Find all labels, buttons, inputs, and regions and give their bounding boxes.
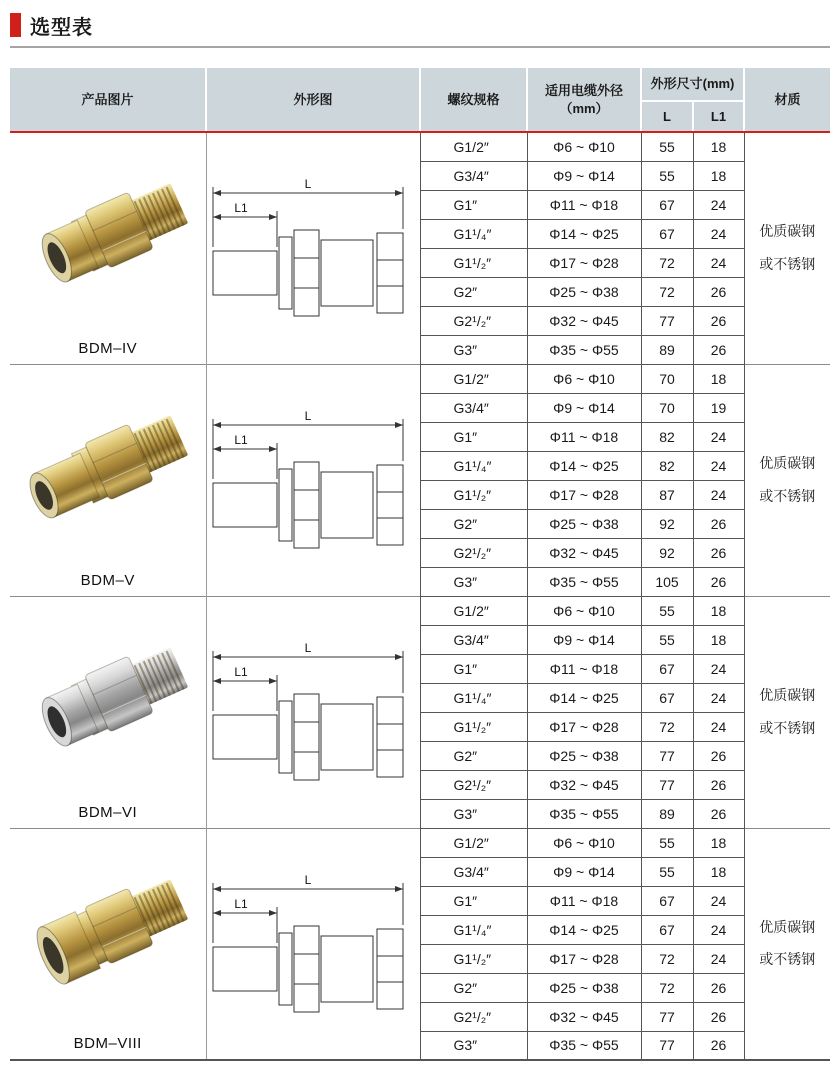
thread-spec-cell: G3/4″ [420, 857, 527, 886]
material-line: 或不锈钢 [759, 487, 816, 504]
material-line: 优质碳钢 [759, 918, 816, 935]
material-cell [744, 828, 830, 1060]
cable-od-cell: Φ9 ~ Φ14 [527, 625, 641, 654]
dim-L1-cell: 26 [693, 1002, 744, 1031]
material-cell [744, 132, 830, 364]
dim-L1-cell: 26 [693, 770, 744, 799]
dim-label-L1: L1 [234, 665, 248, 679]
material-line: 或不锈钢 [759, 719, 816, 736]
dim-L1-cell: 18 [693, 132, 744, 161]
dim-L1-cell: 26 [693, 306, 744, 335]
page-title: 选型表 [30, 16, 93, 39]
cable-od-cell: Φ35 ~ Φ55 [527, 1031, 641, 1060]
material-line: 优质碳钢 [759, 454, 816, 471]
col-header-product-image: 产品图片 [10, 68, 206, 132]
product-photo [18, 387, 198, 547]
table-header [10, 68, 830, 132]
cable-od-cell: Φ6 ~ Φ10 [527, 596, 641, 625]
thread-spec-cell: G2″ [420, 741, 527, 770]
dim-L1-cell: 26 [693, 799, 744, 828]
cable-od-cell: Φ14 ~ Φ25 [527, 683, 641, 712]
dim-label-L1: L1 [234, 896, 248, 911]
thread-spec-cell: G2″ [420, 509, 527, 538]
cable-od-cell: Φ11 ~ Φ18 [527, 422, 641, 451]
thread-spec-cell: G1¹/₂″ [420, 944, 527, 973]
cable-od-cell: Φ25 ~ Φ38 [527, 973, 641, 1002]
dim-L-cell: 55 [641, 596, 693, 625]
thread-spec-cell: G1″ [420, 190, 527, 219]
dim-L1-cell: 24 [693, 712, 744, 741]
dim-label-L1: L1 [234, 201, 248, 216]
cable-od-cell: Φ11 ~ Φ18 [527, 654, 641, 683]
dim-L1-cell: 24 [693, 683, 744, 712]
title-block [10, 13, 830, 37]
dim-L-cell: 67 [641, 683, 693, 712]
cable-od-cell: Φ32 ~ Φ45 [527, 1002, 641, 1031]
outline-drawing [207, 869, 419, 1019]
cable-od-cell: Φ35 ~ Φ55 [527, 567, 641, 596]
dim-L-cell: 77 [641, 306, 693, 335]
thread-spec-cell: G3/4″ [420, 625, 527, 654]
cable-od-cell: Φ32 ~ Φ45 [527, 538, 641, 567]
title-underline [10, 46, 830, 48]
col-header-dimensions: 外形尺寸(mm) [641, 68, 744, 101]
dim-L-cell: 82 [641, 422, 693, 451]
material-line: 或不锈钢 [759, 951, 816, 968]
thread-spec-cell: G2¹/₂″ [420, 770, 527, 799]
thread-spec-cell: G1/2″ [420, 364, 527, 393]
dim-L1-cell: 18 [693, 364, 744, 393]
dim-L-cell: 72 [641, 248, 693, 277]
col-header-L1: L1 [693, 101, 744, 132]
thread-spec-cell: G2¹/₂″ [420, 1002, 527, 1031]
dim-L-cell: 77 [641, 1002, 693, 1031]
dim-L-cell: 82 [641, 451, 693, 480]
dim-label-L: L [304, 872, 312, 887]
cable-od-cell: Φ25 ~ Φ38 [527, 277, 641, 306]
col-header-cable-od [527, 68, 641, 132]
cable-od-cell: Φ17 ~ Φ28 [527, 712, 641, 741]
table-row [10, 132, 830, 161]
thread-spec-cell: G3″ [420, 567, 527, 596]
thread-spec-cell: G1¹/₄″ [420, 915, 527, 944]
thread-spec-cell: G3″ [420, 1031, 527, 1060]
cable-od-cell: Φ32 ~ Φ45 [527, 306, 641, 335]
dim-L1-cell: 18 [693, 596, 744, 625]
product-photo-cell [10, 364, 206, 596]
cable-od-cell: Φ6 ~ Φ10 [527, 132, 641, 161]
outline-drawing [207, 173, 419, 323]
cable-od-cell: Φ32 ~ Φ45 [527, 770, 641, 799]
product-photo [18, 619, 198, 779]
product-photo-cell [10, 828, 206, 1060]
cable-od-cell: Φ11 ~ Φ18 [527, 190, 641, 219]
material-line: 优质碳钢 [759, 686, 816, 703]
dim-L1-cell: 26 [693, 335, 744, 364]
dim-label-L1: L1 [234, 433, 248, 447]
dim-L-cell: 92 [641, 538, 693, 567]
thread-spec-cell: G1″ [420, 886, 527, 915]
dim-L-cell: 77 [641, 1031, 693, 1060]
thread-spec-cell: G1¹/₄″ [420, 451, 527, 480]
thread-spec-cell: G1/2″ [420, 828, 527, 857]
product-model-label: BDM–VI [78, 803, 138, 821]
cable-od-cell: Φ25 ~ Φ38 [527, 509, 641, 538]
thread-spec-cell: G3/4″ [420, 161, 527, 190]
dim-L-cell: 89 [641, 799, 693, 828]
dim-L1-cell: 18 [693, 625, 744, 654]
cable-od-cell: Φ6 ~ Φ10 [527, 828, 641, 857]
table-row [10, 596, 830, 625]
dim-L1-cell: 26 [693, 973, 744, 1002]
thread-spec-cell: G1¹/₂″ [420, 248, 527, 277]
dim-L1-cell: 18 [693, 857, 744, 886]
dim-L-cell: 67 [641, 915, 693, 944]
cable-od-cell: Φ14 ~ Φ25 [527, 219, 641, 248]
dim-L-cell: 77 [641, 741, 693, 770]
cable-od-cell: Φ9 ~ Φ14 [527, 393, 641, 422]
dim-L-cell: 105 [641, 567, 693, 596]
material-line: 优质碳钢 [759, 223, 816, 240]
dim-L-cell: 89 [641, 335, 693, 364]
dim-label-L: L [304, 409, 312, 423]
thread-spec-cell: G1/2″ [420, 132, 527, 161]
dim-L-cell: 55 [641, 625, 693, 654]
dim-label-L: L [304, 641, 312, 655]
thread-spec-cell: G1¹/₄″ [420, 219, 527, 248]
product-photo-cell [10, 132, 206, 364]
dim-L1-cell: 26 [693, 1031, 744, 1060]
outline-drawing [207, 405, 419, 555]
dim-L-cell: 70 [641, 393, 693, 422]
cable-od-cell: Φ11 ~ Φ18 [527, 886, 641, 915]
dim-L1-cell: 24 [693, 219, 744, 248]
dim-L-cell: 70 [641, 364, 693, 393]
thread-spec-cell: G1¹/₂″ [420, 480, 527, 509]
thread-spec-cell: G3″ [420, 799, 527, 828]
col-header-material: 材质 [744, 68, 830, 132]
dim-L-cell: 77 [641, 770, 693, 799]
dim-L-cell: 72 [641, 944, 693, 973]
product-model-label: BDM–IV [78, 339, 138, 357]
dim-L-cell: 92 [641, 509, 693, 538]
dim-L1-cell: 18 [693, 161, 744, 190]
product-photo-cell [10, 596, 206, 828]
dim-L1-cell: 18 [693, 828, 744, 857]
thread-spec-cell: G3″ [420, 335, 527, 364]
thread-spec-cell: G1¹/₂″ [420, 712, 527, 741]
thread-spec-cell: G2″ [420, 973, 527, 1002]
dim-L1-cell: 24 [693, 480, 744, 509]
product-model-label: BDM–V [80, 571, 135, 589]
dim-L1-cell: 19 [693, 393, 744, 422]
thread-spec-cell: G2¹/₂″ [420, 306, 527, 335]
thread-spec-cell: G3/4″ [420, 393, 527, 422]
table-body [10, 132, 830, 1060]
dim-L1-cell: 26 [693, 741, 744, 770]
outline-drawing-cell [206, 828, 420, 1060]
cable-od-cell: Φ25 ~ Φ38 [527, 741, 641, 770]
dim-L1-cell: 24 [693, 190, 744, 219]
dim-L-cell: 72 [641, 712, 693, 741]
cable-od-cell: Φ14 ~ Φ25 [527, 451, 641, 480]
cable-od-cell: Φ17 ~ Φ28 [527, 480, 641, 509]
material-cell [744, 364, 830, 596]
dim-L-cell: 55 [641, 132, 693, 161]
col-header-cable-od-line1: 适用电缆外径 [544, 82, 623, 98]
table-row [10, 364, 830, 393]
table-row [10, 828, 830, 857]
cable-od-cell: Φ9 ~ Φ14 [527, 857, 641, 886]
dim-L1-cell: 26 [693, 538, 744, 567]
dim-L-cell: 67 [641, 886, 693, 915]
col-header-thread-spec: 螺纹规格 [420, 68, 527, 132]
thread-spec-cell: G1″ [420, 422, 527, 451]
dim-L1-cell: 24 [693, 915, 744, 944]
col-header-cable-od-line2: （mm） [559, 100, 609, 116]
selection-table [10, 68, 830, 1061]
dim-L-cell: 87 [641, 480, 693, 509]
thread-spec-cell: G1¹/₄″ [420, 683, 527, 712]
dim-L-cell: 72 [641, 277, 693, 306]
cable-od-cell: Φ35 ~ Φ55 [527, 335, 641, 364]
thread-spec-cell: G2¹/₂″ [420, 538, 527, 567]
dim-L-cell: 67 [641, 219, 693, 248]
thread-spec-cell: G2″ [420, 277, 527, 306]
cable-od-cell: Φ6 ~ Φ10 [527, 364, 641, 393]
dim-label-L: L [304, 177, 312, 192]
col-header-L: L [641, 101, 693, 132]
dim-L1-cell: 26 [693, 567, 744, 596]
cable-od-cell: Φ9 ~ Φ14 [527, 161, 641, 190]
cable-od-cell: Φ35 ~ Φ55 [527, 799, 641, 828]
cable-od-cell: Φ17 ~ Φ28 [527, 248, 641, 277]
thread-spec-cell: G1/2″ [420, 596, 527, 625]
product-model-label: BDM–VIII [73, 1035, 142, 1052]
dim-L1-cell: 24 [693, 944, 744, 973]
col-header-outline: 外形图 [206, 68, 420, 132]
outline-drawing-cell [206, 596, 420, 828]
outline-drawing-cell [206, 132, 420, 364]
product-photo [18, 851, 198, 1011]
material-cell [744, 596, 830, 828]
dim-L1-cell: 24 [693, 451, 744, 480]
cable-od-cell: Φ14 ~ Φ25 [527, 915, 641, 944]
dim-L-cell: 55 [641, 857, 693, 886]
material-line: 或不锈钢 [759, 255, 816, 272]
dim-L-cell: 72 [641, 973, 693, 1002]
dim-L-cell: 55 [641, 828, 693, 857]
outline-drawing [207, 637, 419, 787]
cable-od-cell: Φ17 ~ Φ28 [527, 944, 641, 973]
dim-L-cell: 67 [641, 190, 693, 219]
dim-L1-cell: 26 [693, 509, 744, 538]
dim-L1-cell: 26 [693, 277, 744, 306]
title-accent-bar [10, 13, 21, 37]
product-photo [18, 155, 198, 315]
thread-spec-cell: G1″ [420, 654, 527, 683]
dim-L1-cell: 24 [693, 654, 744, 683]
dim-L-cell: 55 [641, 161, 693, 190]
dim-L1-cell: 24 [693, 886, 744, 915]
dim-L1-cell: 24 [693, 422, 744, 451]
outline-drawing-cell [206, 364, 420, 596]
dim-L-cell: 67 [641, 654, 693, 683]
dim-L1-cell: 24 [693, 248, 744, 277]
